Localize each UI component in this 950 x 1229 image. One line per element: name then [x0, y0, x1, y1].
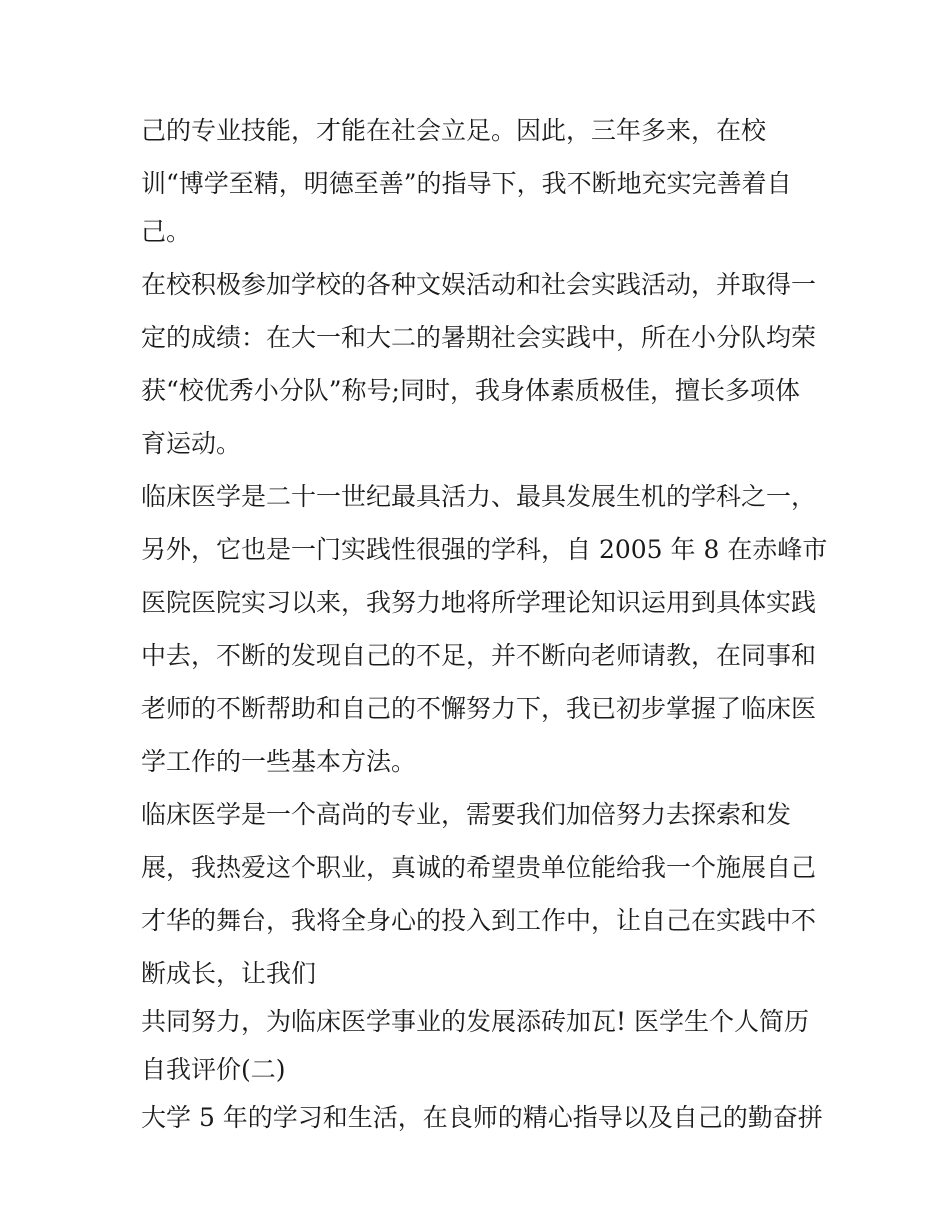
text-line: 老师的不断帮助和自己的不懈努力下，我已初步掌握了临床医: [141, 694, 817, 723]
text-line: 展，我热爱这个职业，真诚的希望贵单位能给我一个施展自己: [141, 853, 817, 882]
text-line: 才华的舞台，我将全身心的投入到工作中，让自己在实践中不: [141, 906, 817, 935]
text-line: 定的成绩：在大一和大二的暑期社会实践中，所在小分队均荣: [141, 323, 817, 352]
text-line: 大学 5 年的学习和生活，在良师的精心指导以及自己的勤奋拼: [141, 1103, 823, 1132]
text-line: 另外，它也是一门实践性很强的学科，自 2005 年 8 在赤峰市: [141, 535, 828, 564]
text-line: 共同努力，为临床医学事业的发展添砖加瓦! 医学生个人简历: [141, 1007, 809, 1036]
text-line: 在校积极参加学校的各种文娱活动和社会实践活动，并取得一: [141, 270, 817, 299]
text-line: 断成长，让我们: [141, 959, 317, 988]
text-line: 医院医院实习以来，我努力地将所学理论知识运用到具体实践: [141, 588, 817, 617]
text-line: 己。: [141, 217, 192, 246]
text-line: 临床医学是二十一世纪最具活力、最具发展生机的学科之一，: [141, 482, 817, 511]
document-body: [141, 107, 828, 1147]
text-line: 训“博学至精，明德至善”的指导下，我不断地充实完善着自: [141, 169, 792, 198]
text-line: 学工作的一些基本方法。: [141, 747, 417, 776]
text-line: 己的专业技能，才能在社会立足。因此，三年多来，在校: [141, 116, 767, 145]
text-line: 自我评价(二): [141, 1055, 286, 1084]
text-line: 临床医学是一个高尚的专业，需要我们加倍努力去探索和发: [141, 800, 792, 829]
text-line: 育运动。: [141, 429, 242, 458]
text-line: 获“校优秀小分队”称号;同时，我身体素质极佳，擅长多项体: [141, 376, 800, 405]
text-line: 中去，不断的发现自己的不足，并不断向老师请教，在同事和: [141, 641, 817, 670]
